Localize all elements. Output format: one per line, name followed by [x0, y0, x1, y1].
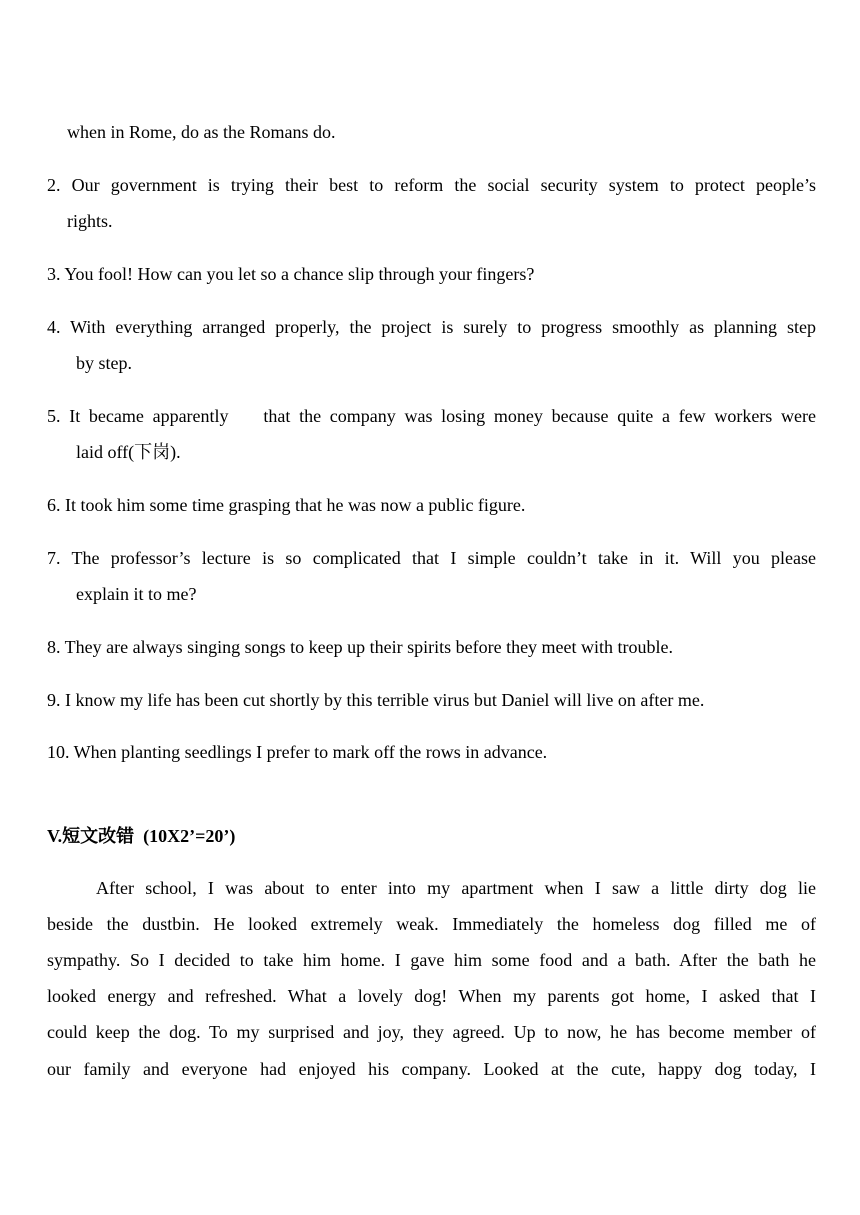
continuation-line: when in Rome, do as the Romans do. — [67, 122, 336, 142]
passage-line-1: After school, I was about to enter into my apartment when I saw a little dirty dog lie — [96, 878, 816, 898]
item-5-line-1: 5. It became apparently that the company was losing money because quite a few workers were — [47, 406, 816, 426]
item-3-line-1: 3. You fool! How can you let so a chance slip through your fingers? — [47, 264, 535, 284]
passage-line-2: beside the dustbin. He looked extremely weak. Immediately the homeless dog filled me of — [47, 914, 816, 934]
item-4-line-2: by step. — [76, 353, 132, 373]
passage-line-3: sympathy. So I decided to take him home. I gave him some food and a bath. After the bath he — [47, 950, 816, 970]
passage-line-4: looked energy and refreshed. What a lovely dog! When my parents got home, I asked that I — [47, 986, 816, 1006]
item-6-line-1: 6. It took him some time grasping that he was now a public figure. — [47, 495, 526, 515]
item-8-line-1: 8. They are always singing songs to keep up their spirits before they meet with trouble. — [47, 637, 674, 657]
passage-line-6: our family and everyone had enjoyed his company. Looked at the cute, happy dog today, I — [47, 1059, 816, 1079]
item-2-line-1: 2. Our government is trying their best to reform the social security system to protect people’s — [47, 175, 816, 195]
passage-line-5: could keep the dog. To my surprised and joy, they agreed. Up to now, he has become member of — [47, 1022, 816, 1042]
item-9-line-1: 9. I know my life has been cut shortly by this terrible virus but Daniel will live on after me. — [47, 690, 705, 710]
item-4-line-1: 4. With everything arranged properly, the project is surely to progress smoothly as planning step — [47, 317, 816, 337]
section-heading: V.短文改错 (10X2’=20’) — [47, 826, 236, 846]
item-7-line-1: 7. The professor’s lecture is so complicated that I simple couldn’t take in it. Will you please — [47, 548, 816, 568]
item-5-line-2: laid off(下岗). — [76, 442, 181, 462]
item-2-line-2: rights. — [67, 211, 113, 231]
item-7-line-2: explain it to me? — [76, 584, 197, 604]
item-10-line-1: 10. When planting seedlings I prefer to mark off the rows in advance. — [47, 742, 548, 762]
